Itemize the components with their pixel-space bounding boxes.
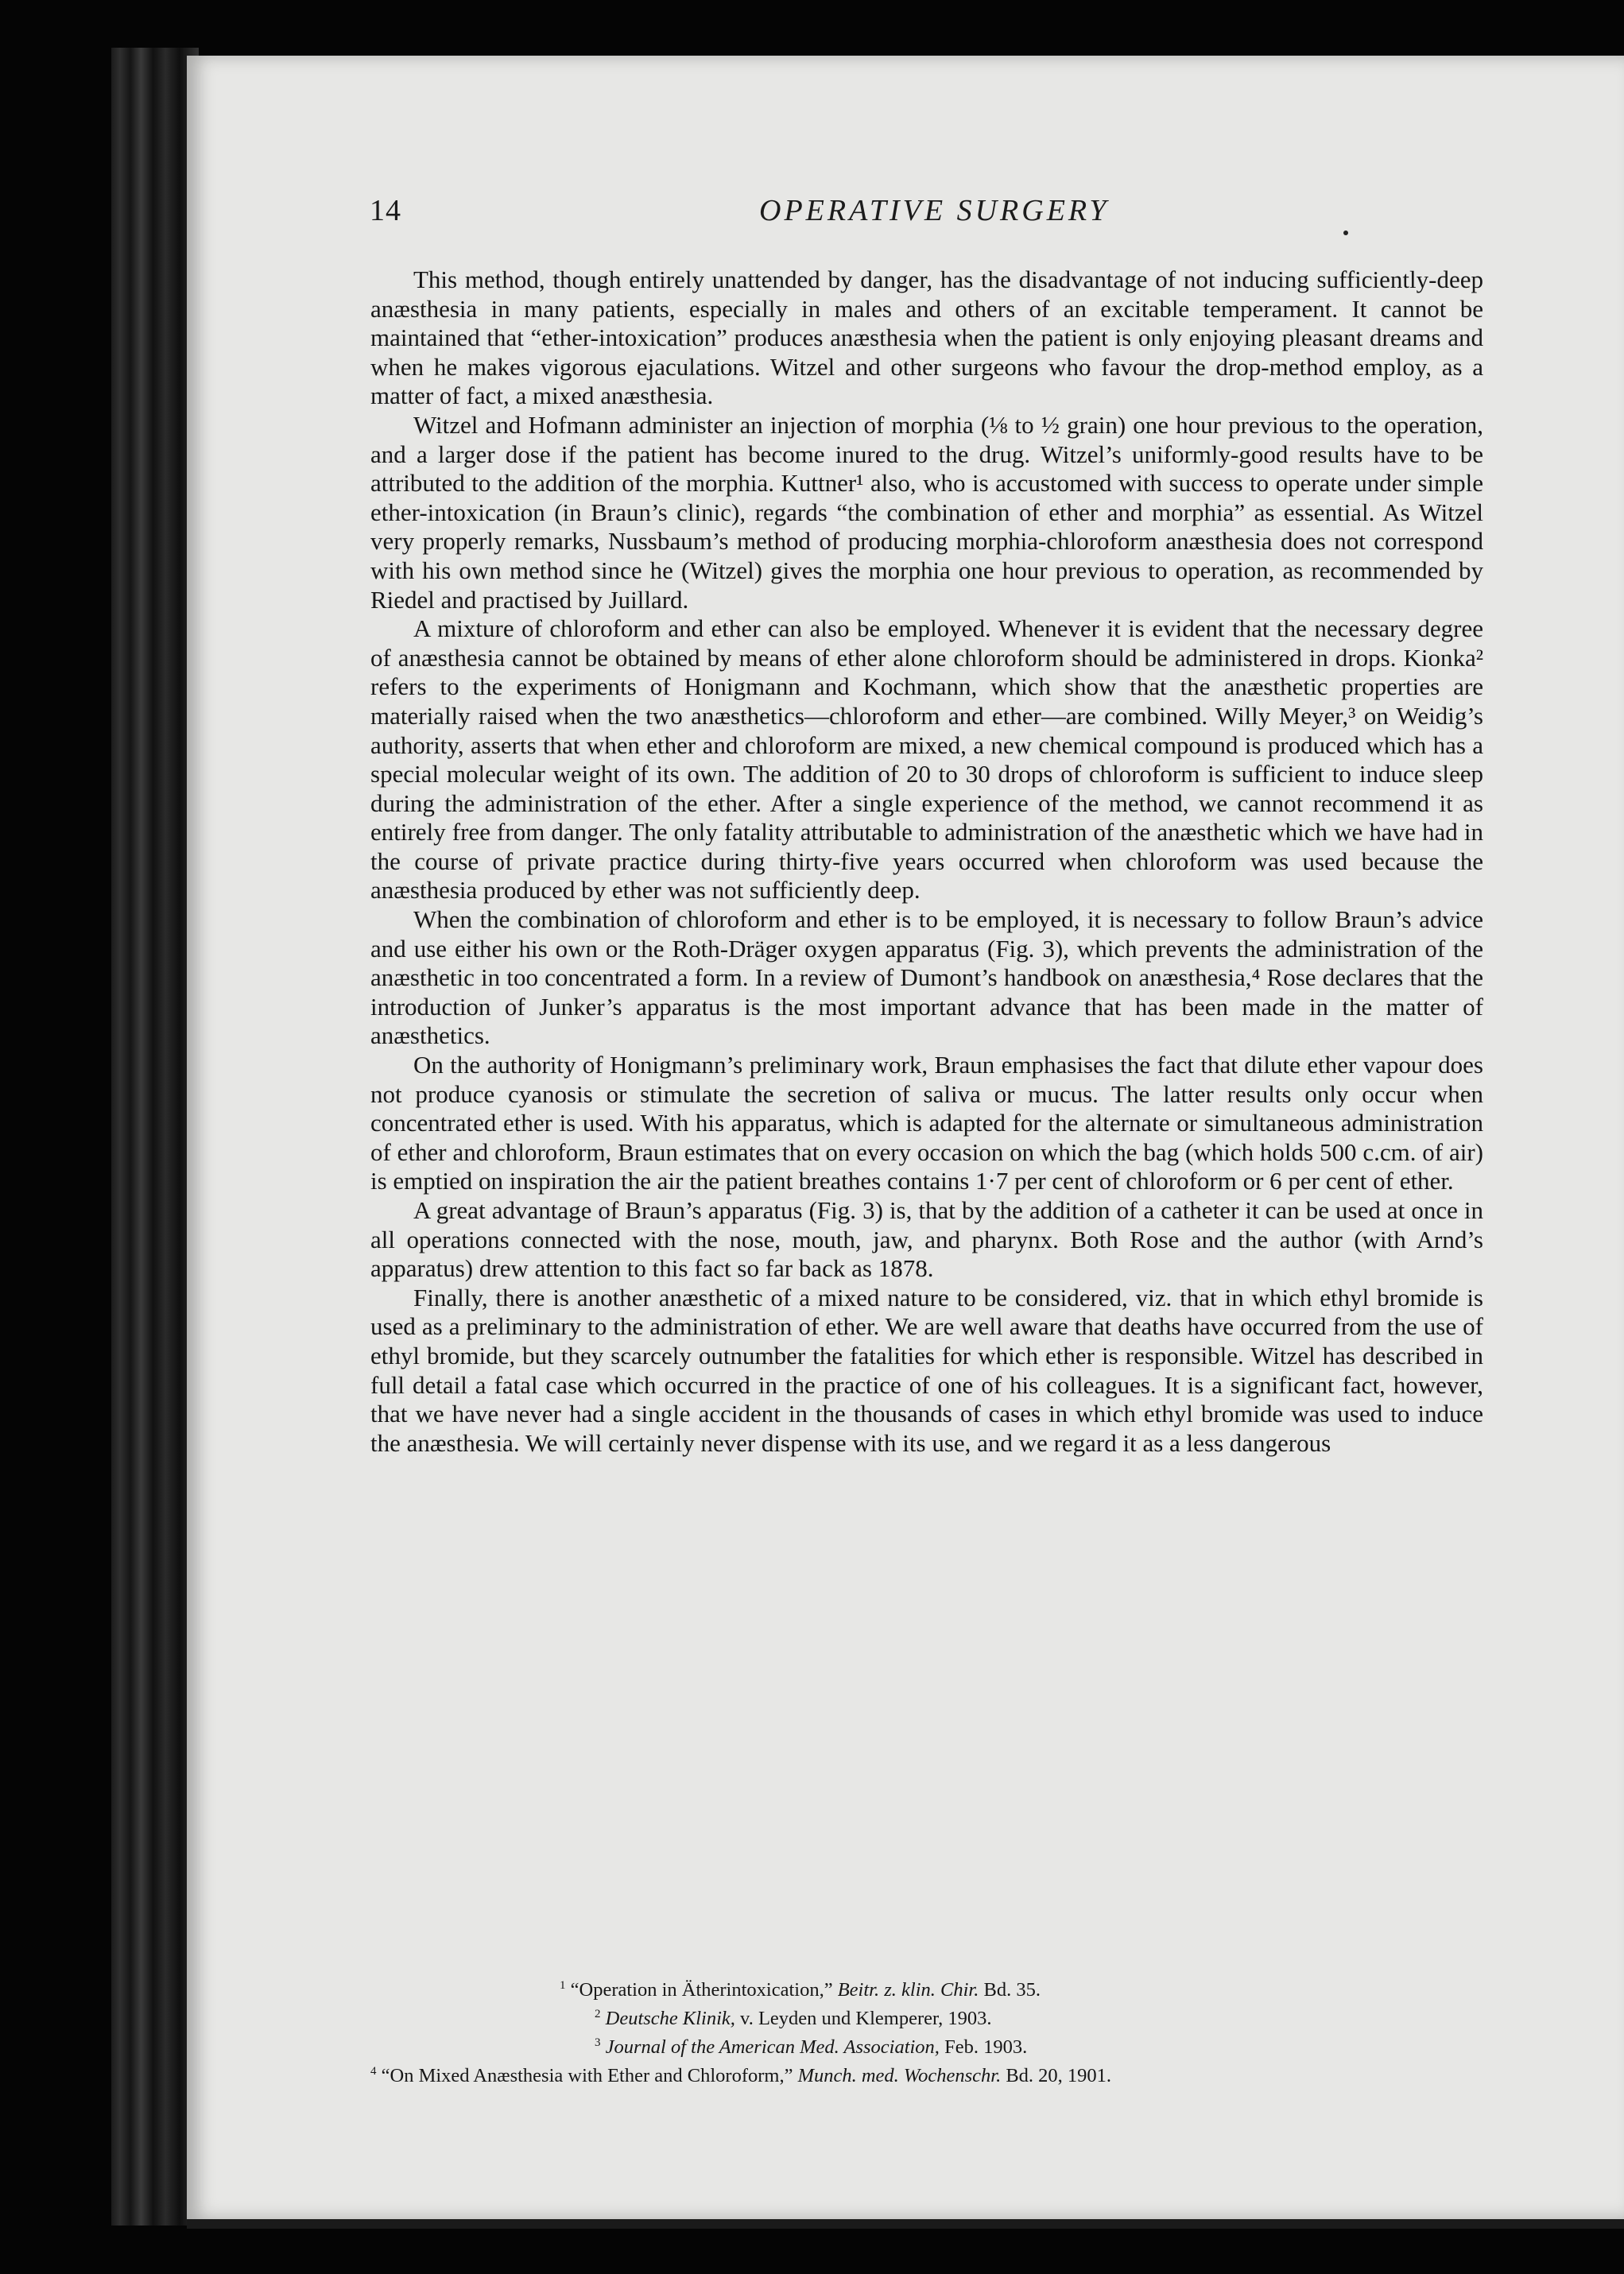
page-number: 14 — [370, 194, 401, 227]
footnote-source: Journal of the American Med. Association, — [605, 2036, 940, 2059]
footnote-mark: 3 — [595, 2036, 601, 2050]
page-bottom-shadow — [187, 2219, 1624, 2229]
footnote — [370, 2031, 1483, 2059]
paragraph: Finally, there is another anæsthetic of a mixed nature to be considered, viz. that in which ethyl bromide is used as a preliminary to the administration of ether. We are well aware that deaths have occurred from the use of ethyl bromide, but they scarcely outnumber the fatalities for which ether is responsible. Witzel has described in full detail a fatal case which occurred in the practice of one of his colleagues. It is a significant fact, however, that we have never had a single accident in the thousands of cases in which ethyl bromide was used to induce the anæsthesia. We will certainly never dispense with its use, and we regard it as a less dangerous — [370, 1283, 1483, 1457]
body-text — [370, 265, 1483, 1458]
footnote-mark: 2 — [595, 2008, 601, 2021]
footnote-source: Munch. med. Wochenschr. — [797, 2065, 1002, 2087]
paragraph: A great advantage of Braun’s apparatus (Fig. 3) is, that by the addition of a catheter it can be used at once in all operations connected with the nose, mouth, jaw, and pharynx. Both Rose and the author (with Arnd’s apparatus) drew attention to this fact so far back as 1878. — [370, 1196, 1483, 1283]
footnote — [370, 2059, 1483, 2088]
print-speck — [1343, 230, 1348, 235]
footnote-detail: Feb. 1903. — [939, 2036, 1028, 2059]
footnote-mark: 1 — [560, 1979, 566, 1992]
paragraph: On the authority of Honigmann’s preliminary work, Braun emphasises the fact that dilute ether vapour does not produce cyanosis or stimulate the secretion of saliva or mucus. The latter results only occur when concentrated ether is used. With his apparatus, which is adapted for the alternate or simultaneous administration of ether and chloroform, Braun estimates that on every occasion on which the bag (which holds 500 c.cm. of air) is emptied on inspiration the air the patient breathes contains 1·7 per cent of chloroform or 6 per cent of ether. — [370, 1051, 1483, 1195]
footnote-detail: v. Leyden und Klemperer, 1903. — [734, 2008, 992, 2030]
footnotes — [370, 1974, 1483, 2089]
footnote — [370, 1974, 1483, 2002]
footnote-source: Deutsche Klinik, — [605, 2008, 735, 2030]
footnote-detail: Bd. 35. — [979, 1979, 1041, 2001]
footnote-source: Beitr. z. klin. Chir. — [837, 1979, 979, 2001]
paragraph: Witzel and Hofmann administer an injection of morphia (⅛ to ½ grain) one hour previous to the operation, and a larger dose if the patient has become inured to the drug. Witzel’s uniformly-good results have to be attributed to the addition of the morphia. Kuttner¹ also, who is accustomed with success to operate under simple ether-intoxication (in Braun’s clinic), regards “the combination of ether and morphia” as essential. As Witzel very properly remarks, Nussbaum’s method of producing morphia-chloroform anæsthesia does not correspond with his own method since he (Witzel) gives the morphia one hour previous to operation, as recommended by Riedel and practised by Juillard. — [370, 410, 1483, 614]
footnote — [370, 2002, 1483, 2031]
footnote-mark: 4 — [370, 2065, 377, 2078]
paragraph: When the combination of chloroform and ether is to be employed, it is necessary to follow Braun’s advice and use either his own or the Roth-Dräger oxygen apparatus (Fig. 3), which prevents the administration of the anæsthetic in too concentrated a form. In a review of Dumont’s handbook on anæsthesia,⁴ Rose declares that the introduction of Junker’s apparatus is the most important advance that has been made in the matter of anæsthetics. — [370, 905, 1483, 1050]
paragraph: This method, though entirely unattended by danger, has the disadvantage of not inducing sufficiently-deep anæsthesia in many patients, especially in males and others of an excitable temperament. It cannot be maintained that “ether-intoxication” produces anæsthesia when the patient is only enjoying pleasant dreams and when he makes vigorous ejaculations. Witzel and other surgeons who favour the drop-method employ, as a matter of fact, a mixed anæsthesia. — [370, 265, 1483, 410]
paragraph: A mixture of chloroform and ether can also be employed. Whenever it is evident that the necessary degree of anæsthesia cannot be obtained by means of ether alone chloroform should be administered in drops. Kionka² refers to the experiments of Honigmann and Kochmann, which show that the anæsthetic properties are materially raised when the two anæsthetics—chloroform and ether—are combined. Willy Meyer,³ on Weidig’s authority, asserts that when ether and chloroform are mixed, a new chemical compound is produced which has a special molecular weight of its own. The addition of 20 to 30 drops of chloroform is sufficient to induce sleep during the administration of the ether. After a single experience of the method, we cannot recommend it as entirely free from danger. The only fatality attributable to administration of the anæsthetic which we have had in the course of private practice during thirty-five years occurred when chloroform was used because the anæsthesia produced by ether was not sufficiently deep. — [370, 614, 1483, 905]
footnote-text: “On Mixed Anæsthesia with Ether and Chloroform,” — [381, 2065, 798, 2087]
footnote-text: “Operation in Ätherintoxication,” — [570, 1979, 838, 2001]
footnote-detail: Bd. 20, 1901. — [1001, 2065, 1112, 2087]
running-head: OPERATIVE SURGERY — [759, 194, 1110, 227]
book-binding-edge — [111, 48, 199, 2226]
